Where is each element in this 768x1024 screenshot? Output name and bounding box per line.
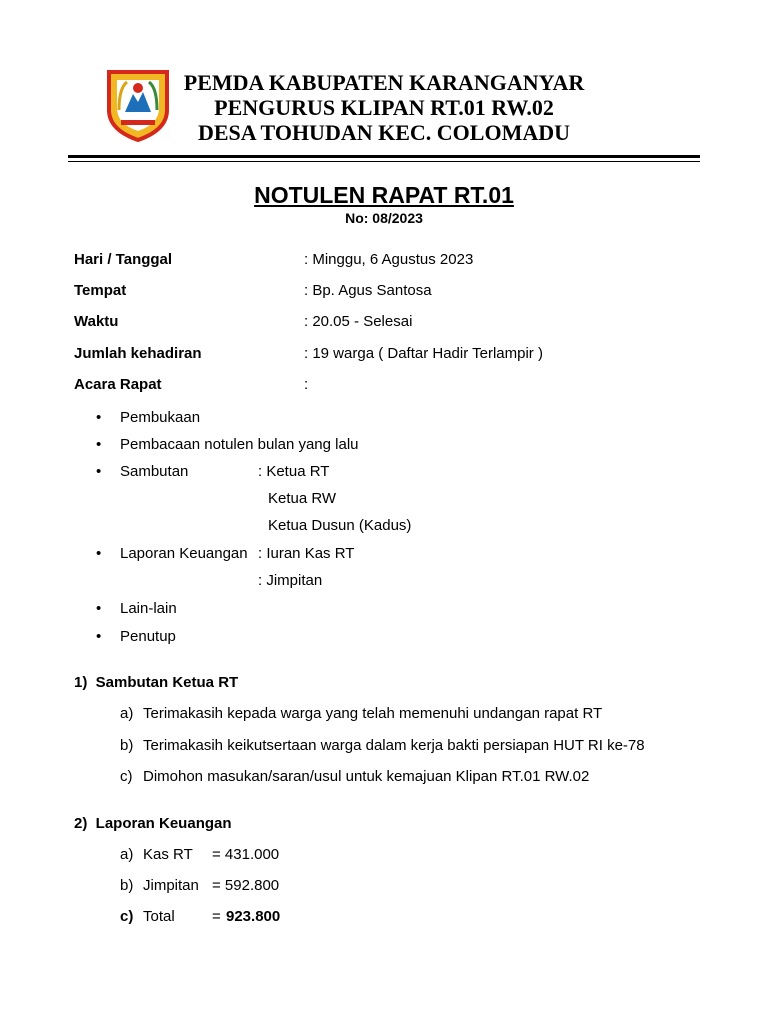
info-label-attendance: Jumlah kehadiran <box>74 345 202 362</box>
finance-item-label: Kas RT <box>143 846 193 863</box>
bullet-icon: • <box>96 600 102 617</box>
info-label-place: Tempat <box>74 282 127 299</box>
info-value-time: : 20.05 - Selesai <box>304 313 413 330</box>
header-divider-thin <box>68 161 700 162</box>
section-1-item-text: Terimakasih kepada warga yang telah memenuhi undangan rapat RT <box>143 705 603 722</box>
finance-item-value: = 592.800 <box>212 877 280 894</box>
document-title: NOTULEN RAPAT RT.01 <box>254 182 514 208</box>
info-value-attendance: : 19 warga ( Daftar Hadir Terlampir ) <box>304 345 543 362</box>
agenda-speech-item-1: : Ketua RT <box>258 463 330 480</box>
finance-total-equals: = <box>212 908 221 925</box>
agenda-finance-item-2: : Jimpitan <box>258 572 323 589</box>
bullet-icon: • <box>96 628 102 645</box>
section-2-heading: 2) Laporan Keuangan <box>74 815 232 832</box>
info-value-place: : Bp. Agus Santosa <box>304 282 432 299</box>
agenda-finance-label: Laporan Keuangan <box>120 545 248 562</box>
agenda-speech-item-2: Ketua RW <box>268 490 337 507</box>
finance-total-marker: c) <box>120 908 134 925</box>
finance-item-marker: b) <box>120 877 134 894</box>
agenda-other: Lain-lain <box>120 600 177 617</box>
section-1-item-text: Dimohon masukan/saran/usul untuk kemajuan Klipan RT.01 RW.02 <box>143 768 590 785</box>
bullet-icon: • <box>96 545 102 562</box>
section-1-item-text: Terimakasih keikutsertaan warga dalam kerja bakti persiapan HUT RI ke-78 <box>143 737 645 754</box>
finance-item-label: Jimpitan <box>143 877 199 894</box>
section-1-heading: 1) Sambutan Ketua RT <box>74 674 239 691</box>
info-value-date: : Minggu, 6 Agustus 2023 <box>304 251 474 268</box>
info-value-agenda: : <box>304 376 309 393</box>
finance-total-label: Total <box>143 908 175 925</box>
agenda-speech-item-3: Ketua Dusun (Kadus) <box>268 517 412 534</box>
finance-item-value: = 431.000 <box>212 846 280 863</box>
bullet-icon: • <box>96 436 102 453</box>
bullet-icon: • <box>96 409 102 426</box>
header-line-2: PENGURUS KLIPAN RT.01 RW.02 <box>214 95 554 120</box>
section-1-item-marker: a) <box>120 705 134 722</box>
header-line-1: PEMDA KABUPATEN KARANGANYAR <box>183 70 585 95</box>
agenda-reading: Pembacaan notulen bulan yang lalu <box>120 436 359 453</box>
agenda-opening: Pembukaan <box>120 409 201 426</box>
info-label-date: Hari / Tanggal <box>74 251 173 268</box>
bullet-icon: • <box>96 463 102 480</box>
agenda-finance-item-1: : Iuran Kas RT <box>258 545 355 562</box>
document-number: No: 08/2023 <box>345 210 423 226</box>
info-label-agenda: Acara Rapat <box>74 376 162 393</box>
info-label-time: Waktu <box>74 313 119 330</box>
finance-total-value: 923.800 <box>226 908 281 925</box>
header-line-3: DESA TOHUDAN KEC. COLOMADU <box>197 120 570 145</box>
section-1-item-marker: b) <box>120 737 134 754</box>
section-1-item-marker: c) <box>120 768 133 785</box>
header-divider-thick <box>68 155 700 158</box>
agenda-speech-label: Sambutan <box>120 463 189 480</box>
agenda-closing: Penutup <box>120 628 176 645</box>
finance-item-marker: a) <box>120 846 134 863</box>
